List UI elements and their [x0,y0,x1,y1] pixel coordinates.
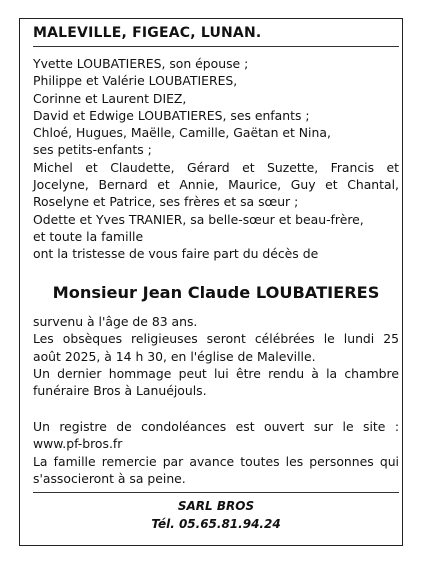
text-line: ses petits-enfants ; [33,142,152,158]
text-line: Les obsèques religieuses seront célébrées le lundi 25 [33,331,399,347]
text-line: Corinne et Laurent DIEZ, [33,90,187,106]
notice-header-places: MALEVILLE, FIGEAC, LUNAN. [33,25,262,41]
notice-footer [33,497,399,533]
text-line: survenu à l'âge de 83 ans. [33,314,198,329]
company-phone: Tél. 05.65.81.94.24 [151,517,281,531]
text-line: Philippe et Valérie LOUBATIERES, [33,73,238,89]
text-line: Yvette LOUBATIERES, son épouse ; [33,56,249,71]
footer-divider [33,492,399,493]
company-name: SARL BROS [177,499,255,513]
text-line: Odette et Yves TRANIER, sa belle-sœur et beau-frère, [33,211,364,227]
text-line: www.pf-bros.fr [33,436,123,452]
text-line: Michel et Claudette, Gérard et Suzette, Francis et [33,159,399,175]
text-line: août 2025, à 14 h 30, en l'église de Maleville. [33,348,316,364]
text-line: Chloé, Hugues, Maëlle, Camille, Gaëtan et Nina, [33,125,331,141]
text-line: ont la tristesse de vous faire part du décès de [33,246,319,262]
text-line: Un dernier hommage peut lui être rendu à la chambre [33,365,399,381]
text-line: funéraire Bros à Lanuéjouls. [33,383,207,399]
text-line: Jocelyne, Bernard et Annie, Maurice, Guy et Chantal, [33,177,399,193]
funeral-details [33,313,399,399]
text-line: s'associeront à sa peine. [33,470,186,486]
text-line: et toute la famille [33,228,144,244]
header-divider [33,46,399,47]
text-line: Roselyne et Patrice, ses frères et sa sœur ; [33,194,299,210]
condolences-info [33,418,399,487]
text-line: La famille remercie par avance toutes les personnes qui [33,453,399,469]
deceased-name: Monsieur Jean Claude LOUBATIERES [52,283,380,302]
family-announcement [33,55,399,263]
text-line: David et Edwige LOUBATIERES, ses enfants ; [33,107,310,123]
text-line: Un registre de condoléances est ouvert sur le site : [33,419,399,434]
